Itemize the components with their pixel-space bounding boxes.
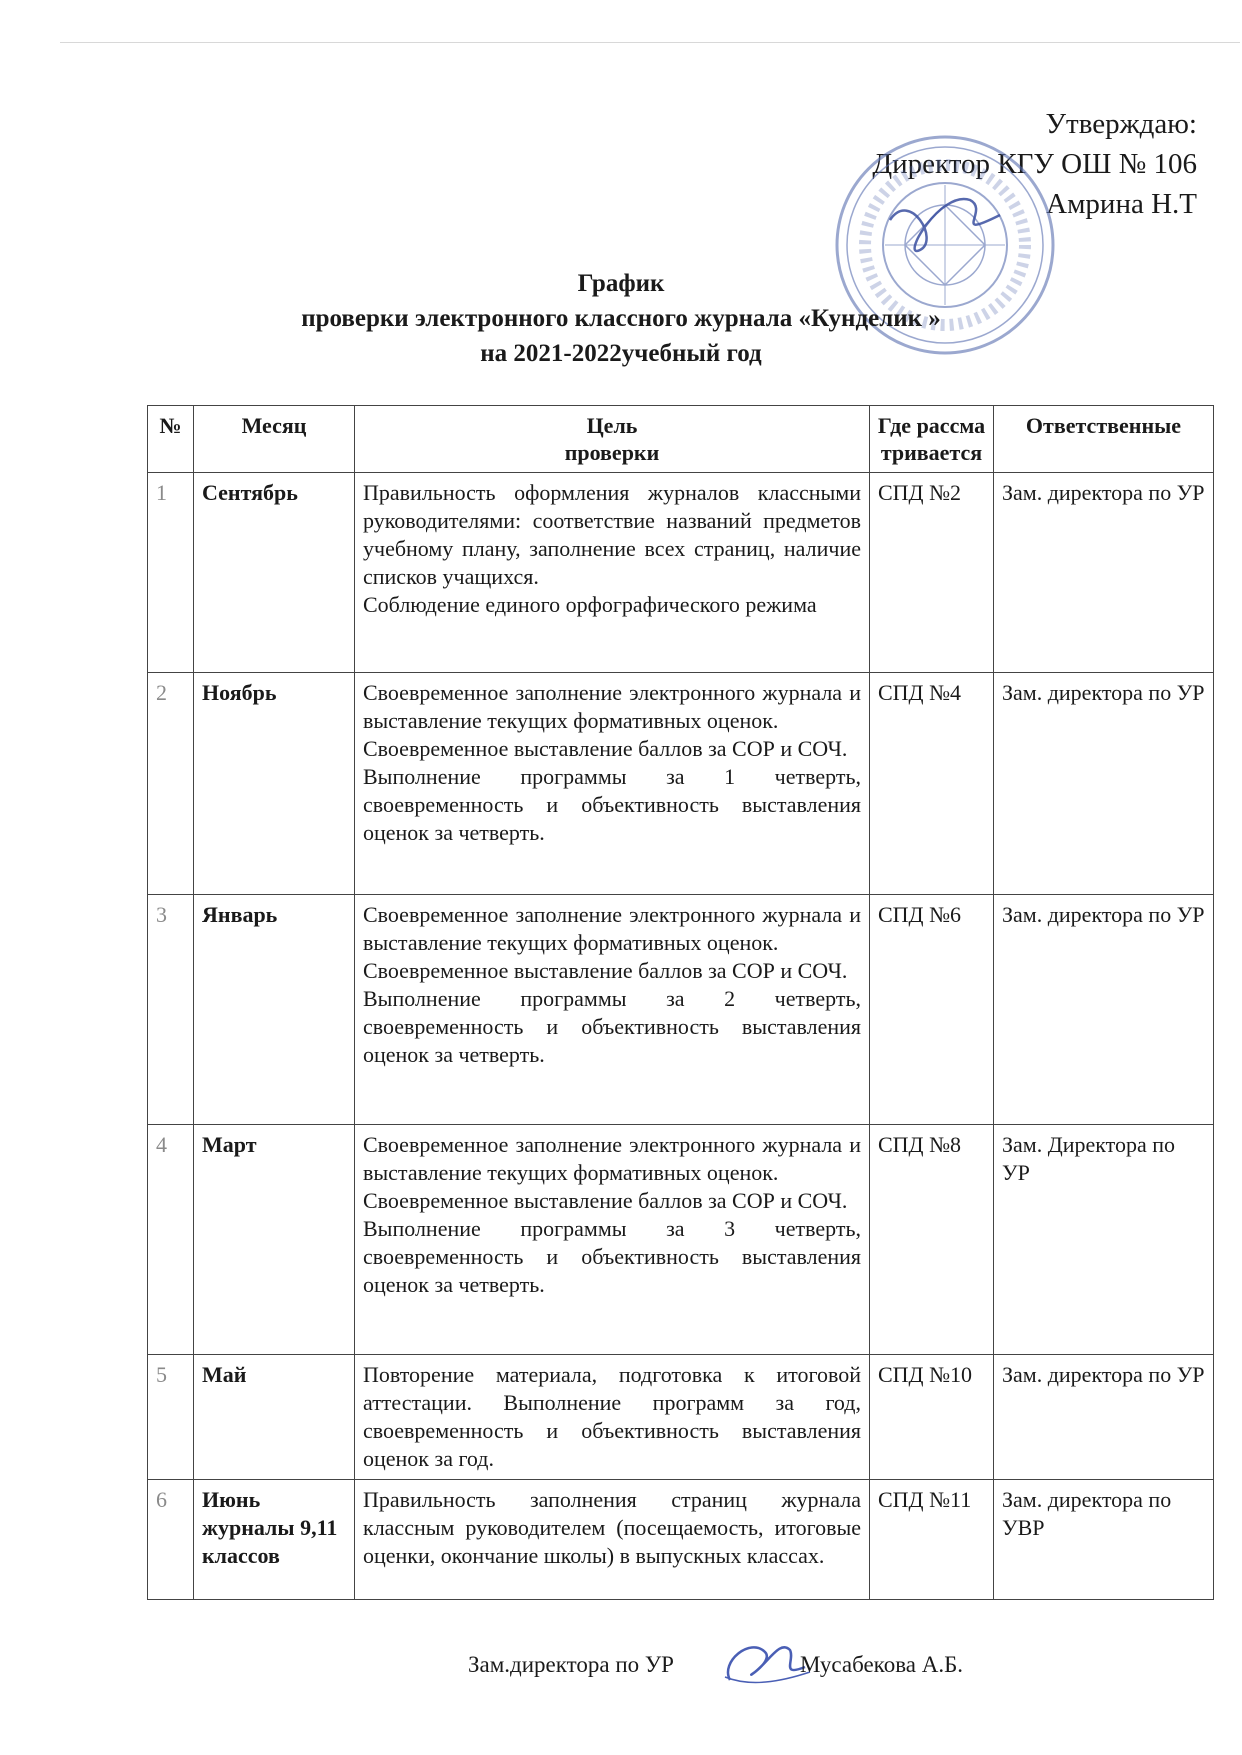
- goal-paragraph: Повторение материала, подготовка к итоговой аттестации. Выполнение программ за год, своевременность и объективность выставления оценок за год.: [363, 1362, 861, 1471]
- header-responsible: Ответственные: [994, 406, 1214, 473]
- row-number: 2: [148, 673, 194, 895]
- goal-paragraph: Правильность оформления журналов классными руководителями: соответствие названий предметов учебному плану, заполнение всех страниц, наличие списков учащихся.: [363, 480, 861, 589]
- row-goal: [355, 673, 870, 895]
- header-where: Где рассматривается: [870, 406, 994, 473]
- goal-paragraph: Своевременное заполнение электронного журнала и выставление текущих формативных оценок.: [363, 902, 861, 955]
- row-responsible: Зам. директора по УР: [994, 473, 1214, 673]
- row-number: 1: [148, 473, 194, 673]
- row-goal: [355, 1355, 870, 1480]
- row-goal: [355, 473, 870, 673]
- row-responsible: Зам. директора по УР: [994, 895, 1214, 1125]
- goal-paragraph: Своевременное выставление баллов за СОР и СОЧ.: [363, 736, 848, 761]
- goal-paragraph: Своевременное выставление баллов за СОР и СОЧ.: [363, 1188, 848, 1213]
- table-row: [148, 473, 1214, 673]
- row-where: СПД №11: [870, 1480, 994, 1600]
- row-month: Май: [194, 1355, 355, 1480]
- row-goal: [355, 1480, 870, 1600]
- document-title: График: [577, 270, 665, 297]
- table-row: [148, 1355, 1214, 1480]
- table-row: [148, 1125, 1214, 1355]
- schedule-table: [147, 405, 1214, 1600]
- row-number: 5: [148, 1355, 194, 1480]
- goal-paragraph: Выполнение программы за 2 четверть, своевременность и объективность выставления оценок за четверть.: [363, 986, 861, 1067]
- top-scan-line: [60, 42, 1240, 43]
- row-where: СПД №10: [870, 1355, 994, 1480]
- row-goal: [355, 895, 870, 1125]
- row-month: Январь: [194, 895, 355, 1125]
- goal-paragraph: Выполнение программы за 1 четверть, своевременность и объективность выставления оценок за четверть.: [363, 764, 861, 845]
- header-goal: [355, 406, 870, 473]
- header-goal-line2: проверки: [564, 440, 660, 465]
- row-month: Сентябрь: [194, 473, 355, 673]
- document-subtitle: проверки электронного классного журнала «Кунделик »: [301, 305, 941, 332]
- goal-paragraph: Выполнение программы за 3 четверть, своевременность и объективность выставления оценок за четверть.: [363, 1216, 861, 1297]
- approval-name: Амрина Н.Т: [1046, 188, 1197, 220]
- row-responsible: Зам. Директора по УР: [994, 1125, 1214, 1355]
- table-row: [148, 895, 1214, 1125]
- row-number: 4: [148, 1125, 194, 1355]
- approval-label: Утверждаю:: [1045, 108, 1197, 140]
- goal-paragraph: Правильность заполнения страниц журнала классным руководителем (посещаемость, итоговые оценки, окончание школы) в выпускных классах.: [363, 1487, 861, 1568]
- header-num: №: [148, 406, 194, 473]
- goal-paragraph: Своевременное заполнение электронного журнала и выставление текущих формативных оценок.: [363, 1132, 861, 1185]
- row-responsible: Зам. директора по УР: [994, 673, 1214, 895]
- row-where: СПД №6: [870, 895, 994, 1125]
- row-responsible: Зам. директора по УР: [994, 1355, 1214, 1480]
- row-month: Ноябрь: [194, 673, 355, 895]
- header-month: Месяц: [194, 406, 355, 473]
- footer-name: Мусабекова А.Б.: [800, 1652, 964, 1677]
- row-month: Июнь журналы 9,11 классов: [194, 1480, 355, 1600]
- document-year: на 2021-2022учебный год: [480, 340, 762, 367]
- goal-paragraph: Соблюдение единого орфографического режима: [363, 592, 817, 617]
- row-responsible: Зам. директора по УВР: [994, 1480, 1214, 1600]
- row-number: 3: [148, 895, 194, 1125]
- row-month: Март: [194, 1125, 355, 1355]
- footer-position: Зам.директора по УР: [468, 1652, 674, 1677]
- row-where: СПД №4: [870, 673, 994, 895]
- approval-position: Директор КГУ ОШ № 106: [872, 148, 1197, 180]
- header-goal-line1: Цель: [586, 413, 638, 438]
- row-where: СПД №2: [870, 473, 994, 673]
- table-row: [148, 673, 1214, 895]
- table-header-row: [148, 406, 1214, 473]
- goal-paragraph: Своевременное выставление баллов за СОР и СОЧ.: [363, 958, 848, 983]
- row-number: 6: [148, 1480, 194, 1600]
- table-row: [148, 1480, 1214, 1600]
- row-where: СПД №8: [870, 1125, 994, 1355]
- row-goal: [355, 1125, 870, 1355]
- goal-paragraph: Своевременное заполнение электронного журнала и выставление текущих формативных оценок.: [363, 680, 861, 733]
